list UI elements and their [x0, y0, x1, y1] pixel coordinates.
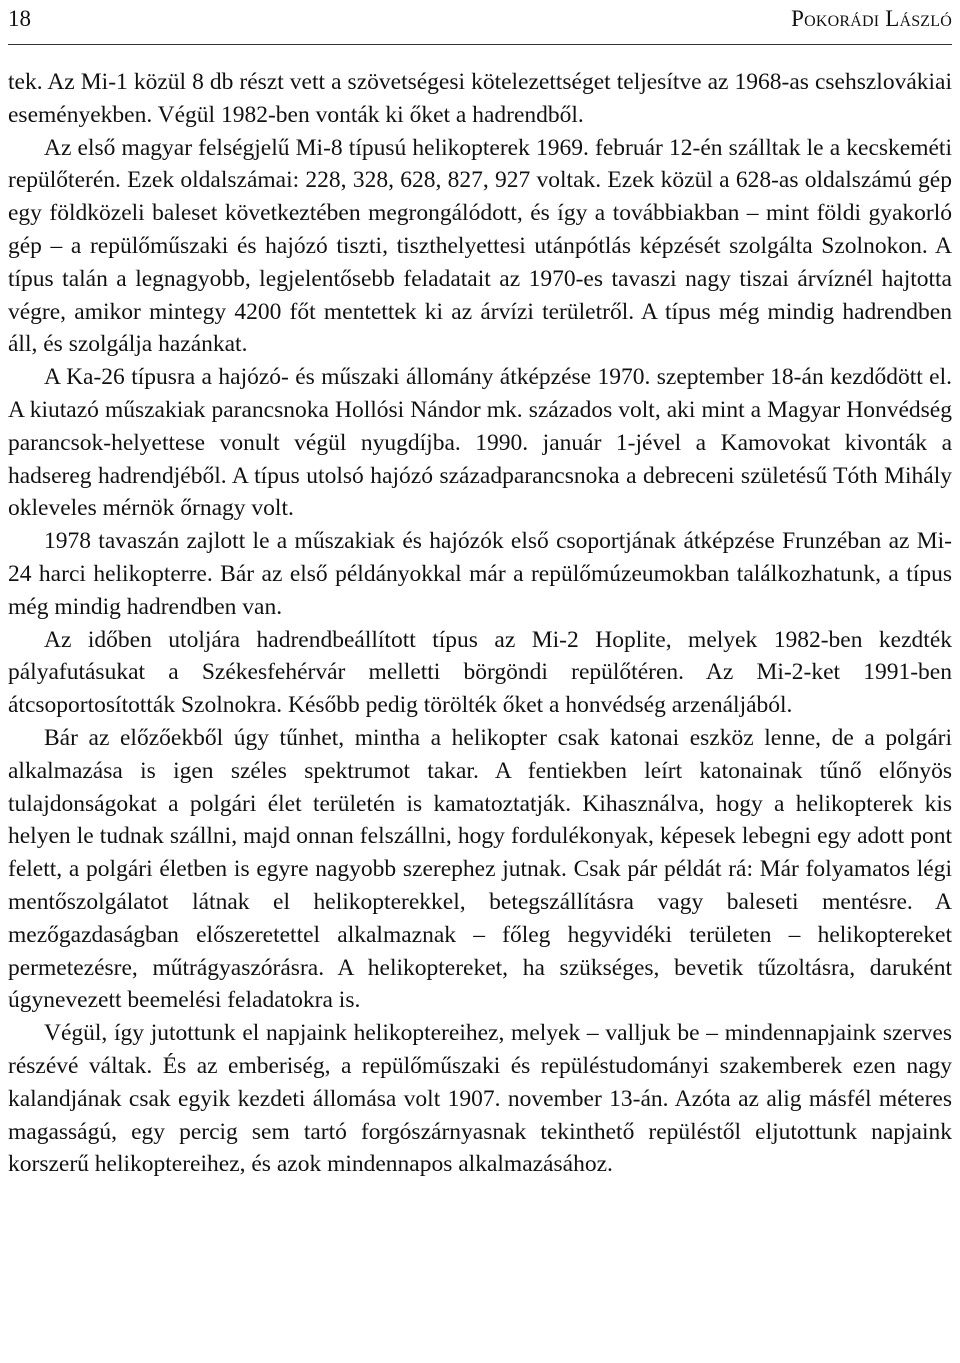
paragraph-5: Az időben utoljára hadrendbeállított típus az Mi-2 Hoplite, melyek 1982-ben kezdték pályafutásukat a Székesfehérvár melletti börgöndi repülőtéren. Az Mi-2-ket 1991-ben átcsoportosították Szolnokra. Később pedig törölték őket a honvédség arzenáljából.	[8, 626, 952, 719]
body-text	[8, 66, 952, 1181]
page-header	[8, 0, 952, 45]
paragraph-3: A Ka-26 típusra a hajózó- és műszaki állomány átképzése 1970. szeptember 18-án kezdődött el. A kiutazó műszakiak parancsnoka Hollósi Nándor mk. százados volt, aki mint a Magyar Honvédség parancsok-helyettese vonult végül nyugdíjba. 1990. január 1-jével a Kamovokat kivonták a hadsereg hadrendjéből. A típus utolsó hajózó századparancsnoka a debreceni születésű Tóth Mihály okleveles mérnök őrnagy volt.	[8, 364, 952, 522]
page-number: 18	[8, 6, 31, 31]
paragraph-1: tek. Az Mi-1 közül 8 db részt vett a szövetségesi kötelezettséget teljesítve az 1968-as csehszlovákiai eseményekben. Végül 1982-ben vonták ki őket a hadrendből.	[8, 69, 952, 128]
paragraph-6: Bár az előzőekből úgy tűnhet, mintha a helikopter csak katonai eszköz lenne, de a polgári alkalmazása is igen széles spektrumot takar. A fentiekben leírt katonainak tűnő előnyös tulajdonságokat a polgári élet területén is kamatoztatják. Kihasználva, hogy a helikopterek kis helyen le tudnak szállni, majd onnan felszállni, hogy fordulékonyak, képesek lebegni egy adott pont felett, a polgári életben is egyre nagyobb szerephez jutnak. Csak pár példát rá: Már folyamatos légi mentőszolgálatot látnak el helikopterekkel, betegszállításra vagy baleseti mentésre. A mezőgazdaságban előszeretettel alkalmaznak – főleg hegyvidéki területen – helikoptereket permetezésre, műtrágyaszórásra. A helikoptereket, ha szükséges, bevetik tűzoltásra, daruként úgynevezett beemelési feladatokra is.	[8, 724, 952, 1014]
paragraph-4: 1978 tavaszán zajlott le a műszakiak és hajózók első csoportjának átképzése Frunzéban az Mi-24 harci helikopterre. Bár az első példányokkal már a repülőmúzeumokban találkozhatunk, a típus még mindig hadrendben van.	[8, 528, 952, 620]
paragraph-7: Végül, így jutottunk el napjaink helikoptereihez, melyek – valljuk be – mindennapjaink szerves részévé váltak. És az emberiség, a repülőműszaki és repüléstudományi szakemberek ezen nagy kalandjának csak egyik kezdeti állomása volt 1907. november 13-án. Azóta az alig másfél méteres magasságú, egy percig sem tartó forgószárnyasnak tekinthető repüléstől eljutottunk napjaink korszerű helikoptereihez, és azok mindennapos alkalmazásához.	[8, 1020, 952, 1178]
running-head-author: Pokorádi László	[791, 6, 952, 31]
paragraph-2: Az első magyar felségjelű Mi-8 típusú helikopterek 1969. február 12-én szálltak le a kecskeméti repülőterén. Ezek oldalszámai: 228, 328, 628, 827, 927 voltak. Ezek közül a 628-as oldalszámú gép egy földközeli baleset következtében megrongálódott, és így a továbbiakban – mint földi gyakorló gép – a repülőműszaki és hajózó tiszti, tiszthelyettesi utánpótlás képzését szolgálta Szolnokon. A típus talán a legnagyobb, legjelentősebb feladatait az 1970-es tavaszi nagy tiszai árvíznél hajtotta végre, amikor mintegy 4200 főt mentettek ki az árvízi területről. A típus még mindig hadrendben áll, és szolgálja hazánkat.	[8, 134, 952, 358]
